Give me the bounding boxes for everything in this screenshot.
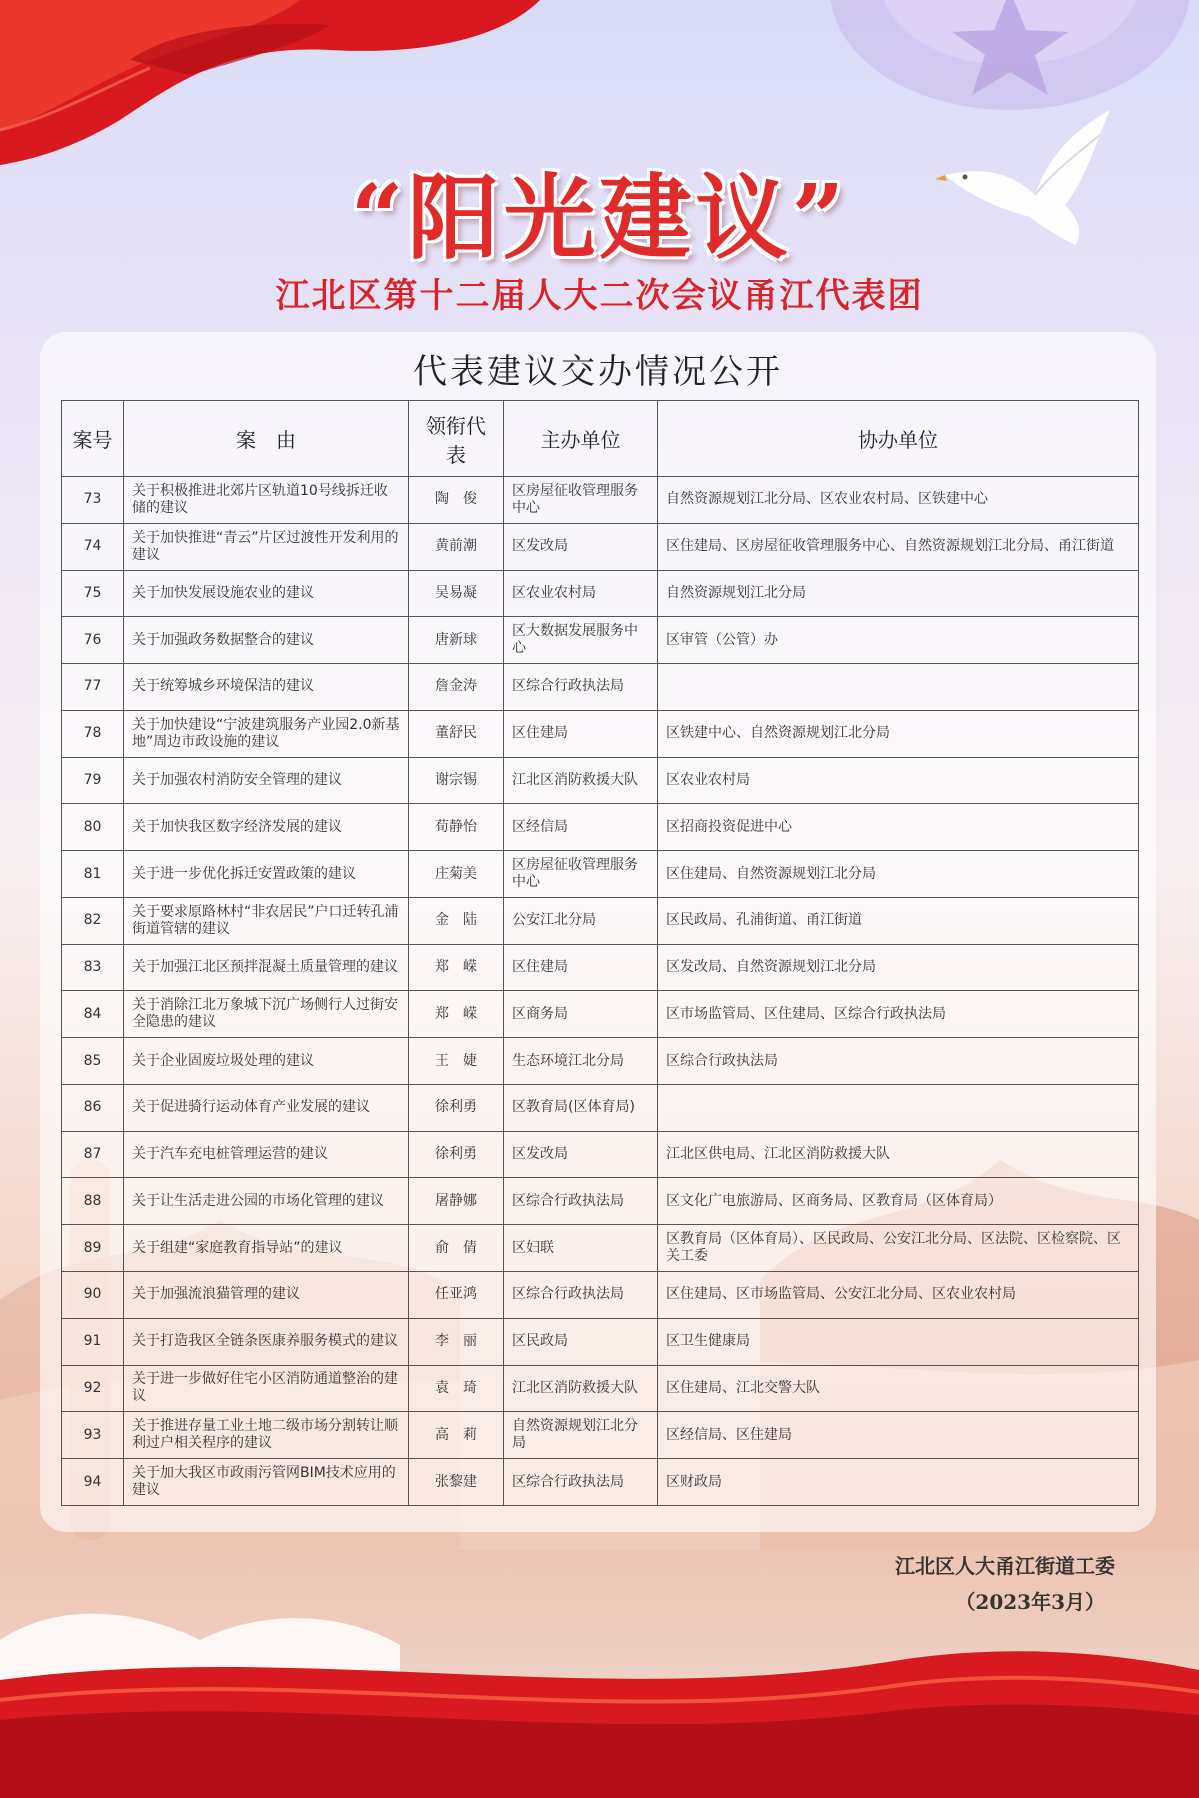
assist-units: 区文化广电旅游局、区商务局、区教育局（区体育局） [658, 1178, 1139, 1225]
lead-representative: 任亚鸿 [409, 1272, 504, 1319]
case-number: 80 [62, 804, 124, 851]
case-number: 93 [62, 1412, 124, 1459]
case-reason: 关于加强流浪猫管理的建议 [124, 1272, 409, 1319]
assist-units: 区财政局 [658, 1459, 1139, 1506]
assist-units: 江北区供电局、江北区消防救援大队 [658, 1131, 1139, 1178]
host-unit: 区综合行政执法局 [504, 1459, 658, 1506]
lead-representative: 俞 倩 [409, 1225, 504, 1272]
issue-date: （2023年3月） [955, 1590, 1105, 1614]
case-reason: 关于加快建设“宁波建筑服务产业园2.0新基地”周边市政设施的建议 [124, 710, 409, 757]
case-reason: 关于加强农村消防安全管理的建议 [124, 757, 409, 804]
panel-title: 代表建议交办情况公开 [413, 352, 783, 392]
host-unit: 区商务局 [504, 991, 658, 1038]
case-number: 88 [62, 1178, 124, 1225]
case-reason: 关于汽车充电桩管理运营的建议 [124, 1131, 409, 1178]
assist-units: 自然资源规划江北分局 [658, 570, 1139, 617]
host-unit: 江北区消防救援大队 [504, 1365, 658, 1412]
table-row [62, 1365, 1139, 1412]
lead-representative: 郑 嵘 [409, 944, 504, 991]
case-reason: 关于加快发展设施农业的建议 [124, 570, 409, 617]
header-assist-units: 协办单位 [658, 401, 1139, 477]
subtitle: 江北区第十二届人大二次会议甬江代表团 [275, 276, 924, 316]
case-reason: 关于进一步优化拆迁安置政策的建议 [124, 851, 409, 898]
host-unit: 自然资源规划江北分局 [504, 1412, 658, 1459]
assist-units: 区经信局、区住建局 [658, 1412, 1139, 1459]
host-unit: 区住建局 [504, 944, 658, 991]
assist-units: 区市场监管局、区住建局、区综合行政执法局 [658, 991, 1139, 1038]
assist-units [658, 664, 1139, 711]
host-unit: 区房屋征收管理服务中心 [504, 477, 658, 524]
host-unit: 区综合行政执法局 [504, 664, 658, 711]
issuing-organization: 江北区人大甬江街道工委 [895, 1554, 1115, 1578]
host-unit: 生态环境江北分局 [504, 1038, 658, 1085]
assist-units: 区住建局、区市场监管局、公安江北分局、区农业农村局 [658, 1272, 1139, 1319]
assist-units: 区审管（公管）办 [658, 617, 1139, 664]
header-case-number: 案号 [62, 401, 124, 477]
case-number: 91 [62, 1318, 124, 1365]
table-row [62, 991, 1139, 1038]
case-reason: 关于加快我区数字经济发展的建议 [124, 804, 409, 851]
header-reason: 案 由 [124, 401, 409, 477]
host-unit: 区综合行政执法局 [504, 1178, 658, 1225]
table-row [62, 617, 1139, 664]
suggestions-table [61, 400, 1139, 1506]
case-reason: 关于企业固废垃圾处理的建议 [124, 1038, 409, 1085]
case-number: 92 [62, 1365, 124, 1412]
case-number: 83 [62, 944, 124, 991]
assist-units [658, 1084, 1139, 1131]
case-number: 74 [62, 523, 124, 570]
lead-representative: 徐利勇 [409, 1131, 504, 1178]
lead-representative: 陶 俊 [409, 477, 504, 524]
host-unit: 区发改局 [504, 523, 658, 570]
case-reason: 关于组建“家庭教育指导站”的建议 [124, 1225, 409, 1272]
table-row [62, 710, 1139, 757]
table-row [62, 1038, 1139, 1085]
case-number: 73 [62, 477, 124, 524]
case-reason: 关于加快推进“青云”片区过渡性开发利用的建议 [124, 523, 409, 570]
case-reason: 关于打造我区全链条医康养服务模式的建议 [124, 1318, 409, 1365]
case-number: 94 [62, 1459, 124, 1506]
host-unit: 区大数据发展服务中心 [504, 617, 658, 664]
assist-units: 区铁建中心、自然资源规划江北分局 [658, 710, 1139, 757]
table-row [62, 851, 1139, 898]
assist-units: 区住建局、区房屋征收管理服务中心、自然资源规划江北分局、甬江街道 [658, 523, 1139, 570]
assist-units: 区农业农村局 [658, 757, 1139, 804]
host-unit: 区妇联 [504, 1225, 658, 1272]
case-reason: 关于让生活走进公园的市场化管理的建议 [124, 1178, 409, 1225]
lead-representative: 张黎建 [409, 1459, 504, 1506]
case-number: 84 [62, 991, 124, 1038]
assist-units: 自然资源规划江北分局、区农业农村局、区铁建中心 [658, 477, 1139, 524]
table-row [62, 897, 1139, 944]
table-row [62, 1318, 1139, 1365]
case-number: 77 [62, 664, 124, 711]
lead-representative: 詹金涛 [409, 664, 504, 711]
case-reason: 关于积极推进北郊片区轨道10号线拆迁收储的建议 [124, 477, 409, 524]
case-number: 89 [62, 1225, 124, 1272]
host-unit: 江北区消防救援大队 [504, 757, 658, 804]
case-number: 82 [62, 897, 124, 944]
lead-representative: 郑 嵘 [409, 991, 504, 1038]
table-row [62, 757, 1139, 804]
table-row [62, 1459, 1139, 1506]
lead-representative: 屠静娜 [409, 1178, 504, 1225]
assist-units: 区综合行政执法局 [658, 1038, 1139, 1085]
assist-units: 区民政局、孔浦街道、甬江街道 [658, 897, 1139, 944]
case-reason: 关于统筹城乡环境保洁的建议 [124, 664, 409, 711]
table-row [62, 1412, 1139, 1459]
host-unit: 区经信局 [504, 804, 658, 851]
case-number: 87 [62, 1131, 124, 1178]
case-number: 75 [62, 570, 124, 617]
table-row [62, 804, 1139, 851]
case-number: 86 [62, 1084, 124, 1131]
lead-representative: 袁 琦 [409, 1365, 504, 1412]
table-body [62, 477, 1139, 1506]
red-ribbon-bottom-decoration [0, 1600, 1199, 1798]
lead-representative: 王 婕 [409, 1038, 504, 1085]
lead-representative: 吴易凝 [409, 570, 504, 617]
assist-units: 区住建局、自然资源规划江北分局 [658, 851, 1139, 898]
host-unit: 区房屋征收管理服务中心 [504, 851, 658, 898]
case-number: 79 [62, 757, 124, 804]
table-header-row [62, 401, 1139, 477]
table-row [62, 1131, 1139, 1178]
lead-representative: 黄前潮 [409, 523, 504, 570]
table-row [62, 477, 1139, 524]
assist-units: 区发改局、自然资源规划江北分局 [658, 944, 1139, 991]
table-row [62, 1272, 1139, 1319]
assist-units: 区招商投资促进中心 [658, 804, 1139, 851]
signature-block [755, 1548, 1115, 1620]
case-reason: 关于消除江北万象城下沉广场侧行人过街安全隐患的建议 [124, 991, 409, 1038]
case-number: 76 [62, 617, 124, 664]
host-unit: 公安江北分局 [504, 897, 658, 944]
lead-representative: 庄菊美 [409, 851, 504, 898]
assist-units: 区卫生健康局 [658, 1318, 1139, 1365]
table-row [62, 1084, 1139, 1131]
table-row [62, 664, 1139, 711]
assist-units: 区住建局、江北交警大队 [658, 1365, 1139, 1412]
table-row [62, 570, 1139, 617]
case-reason: 关于推进存量工业土地二级市场分割转让顺利过户相关程序的建议 [124, 1412, 409, 1459]
header-lead-representative: 领衔代表 [409, 401, 504, 477]
lead-representative: 金 陆 [409, 897, 504, 944]
header-host-unit: 主办单位 [504, 401, 658, 477]
lead-representative: 唐新球 [409, 617, 504, 664]
lead-representative: 高 莉 [409, 1412, 504, 1459]
case-reason: 关于加强政务数据整合的建议 [124, 617, 409, 664]
case-reason: 关于进一步做好住宅小区消防通道整治的建议 [124, 1365, 409, 1412]
assist-units: 区教育局（区体育局）、区民政局、公安江北分局、区法院、区检察院、区关工委 [658, 1225, 1139, 1272]
lead-representative: 荀静怡 [409, 804, 504, 851]
host-unit: 区农业农村局 [504, 570, 658, 617]
case-number: 90 [62, 1272, 124, 1319]
host-unit: 区发改局 [504, 1131, 658, 1178]
case-reason: 关于加大我区市政雨污管网BIM技术应用的建议 [124, 1459, 409, 1506]
host-unit: 区住建局 [504, 710, 658, 757]
table-row [62, 523, 1139, 570]
case-reason: 关于加强江北区预拌混凝土质量管理的建议 [124, 944, 409, 991]
table-row [62, 1225, 1139, 1272]
case-number: 78 [62, 710, 124, 757]
host-unit: 区民政局 [504, 1318, 658, 1365]
host-unit: 区教育局(区体育局) [504, 1084, 658, 1131]
table-row [62, 1178, 1139, 1225]
table-row [62, 944, 1139, 991]
case-reason: 关于要求原路林村“非农居民”户口迁转孔浦街道管辖的建议 [124, 897, 409, 944]
case-number: 85 [62, 1038, 124, 1085]
case-number: 81 [62, 851, 124, 898]
lead-representative: 谢宗锡 [409, 757, 504, 804]
host-unit: 区综合行政执法局 [504, 1272, 658, 1319]
lead-representative: 董舒民 [409, 710, 504, 757]
case-reason: 关于促进骑行运动体育产业发展的建议 [124, 1084, 409, 1131]
lead-representative: 徐利勇 [409, 1084, 504, 1131]
lead-representative: 李 丽 [409, 1318, 504, 1365]
main-title: “阳光建议” [350, 164, 849, 272]
